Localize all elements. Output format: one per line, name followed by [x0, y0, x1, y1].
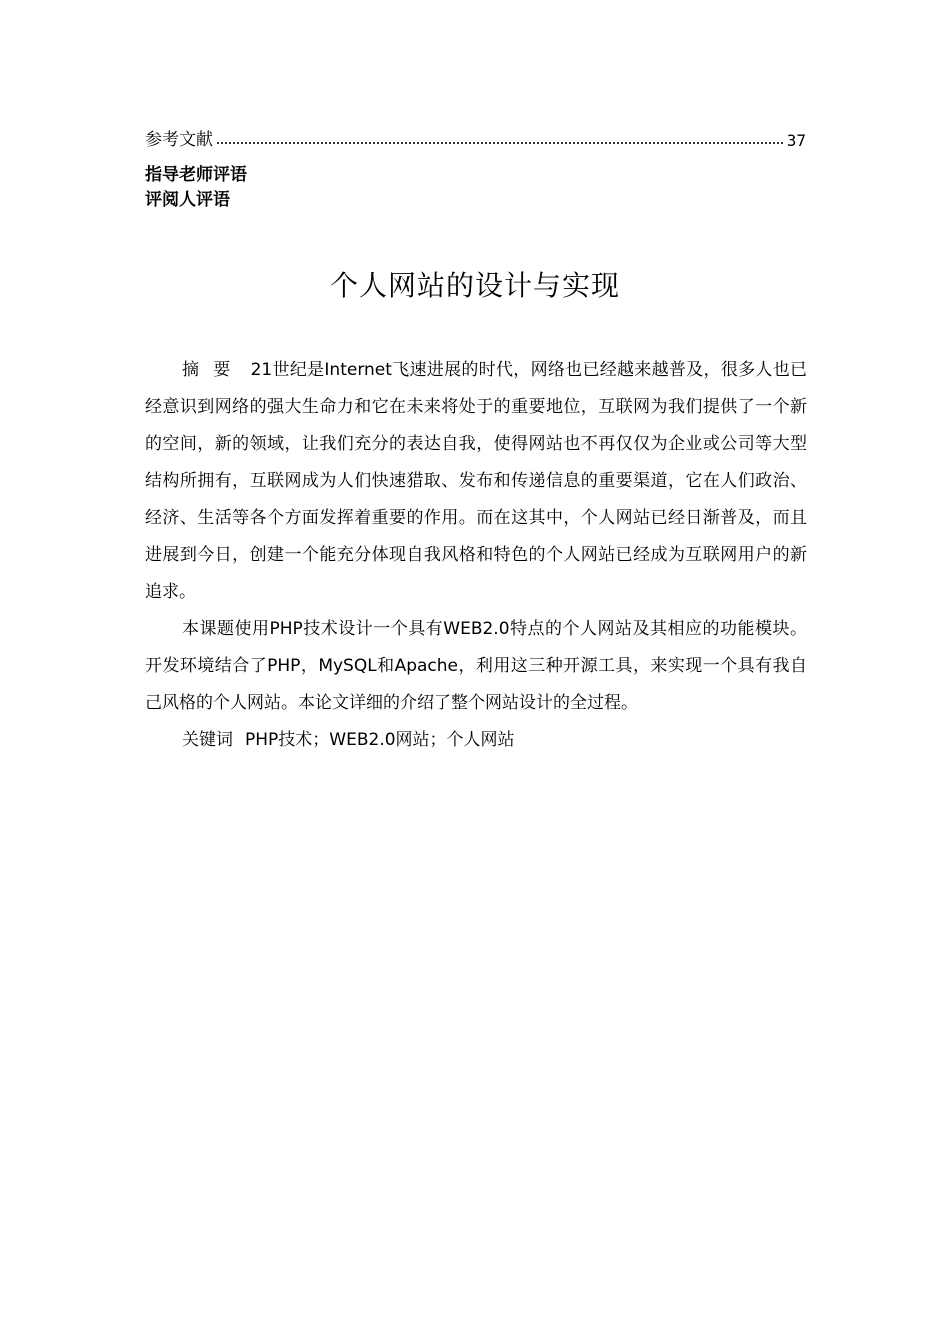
toc-entry-advisor-comment: 指导老师评语 [145, 165, 247, 185]
keywords-label: 关键词 [182, 730, 233, 750]
toc-references-page: 37 [786, 131, 806, 150]
document-title: 个人网站的设计与实现 [329, 269, 620, 302]
toc-dot-leader [217, 142, 783, 144]
abstract-label: 摘要 [182, 360, 245, 380]
toc-references-label: 参考文献 [145, 130, 213, 150]
keywords-paragraph [145, 722, 807, 759]
abstract-text: 21世纪是Internet飞速进展的时代，网络也已经越来越普及，很多人也已经意识到网络的强大生命力和它在未来将处于的重要地位，互联网为我们提供了一个新的空间，新的领域，让我们充分的表达自我，使得网站也不再仅仅为企业或公司等大型结构所拥有，互联网成为人们快速猎取、发布和传递信息的重要渠道，它在人们政治、经济、生活等各个方面发挥着重要的作用。而在这其中，个人网站已经日渐普及，而且进展到今日，创建一个能充分体现自我风格和特色的个人网站已经成为互联网用户的新追求。 [145, 360, 807, 602]
abstract-paragraph [145, 352, 807, 611]
topic-paragraph: 本课题使用PHP技术设计一个具有WEB2.0特点的个人网站及其相应的功能模块。开发环境结合了PHP，MySQL和Apache，利用这三种开源工具，来实现一个具有我自己风格的个人网站。本论文详细的介绍了整个网站设计的全过程。 [145, 619, 807, 713]
toc-entry-reviewer-comment: 评阅人评语 [145, 190, 230, 210]
keywords-text: PHP技术；WEB2.0网站；个人网站 [245, 730, 515, 750]
toc-entry-references [145, 124, 806, 150]
